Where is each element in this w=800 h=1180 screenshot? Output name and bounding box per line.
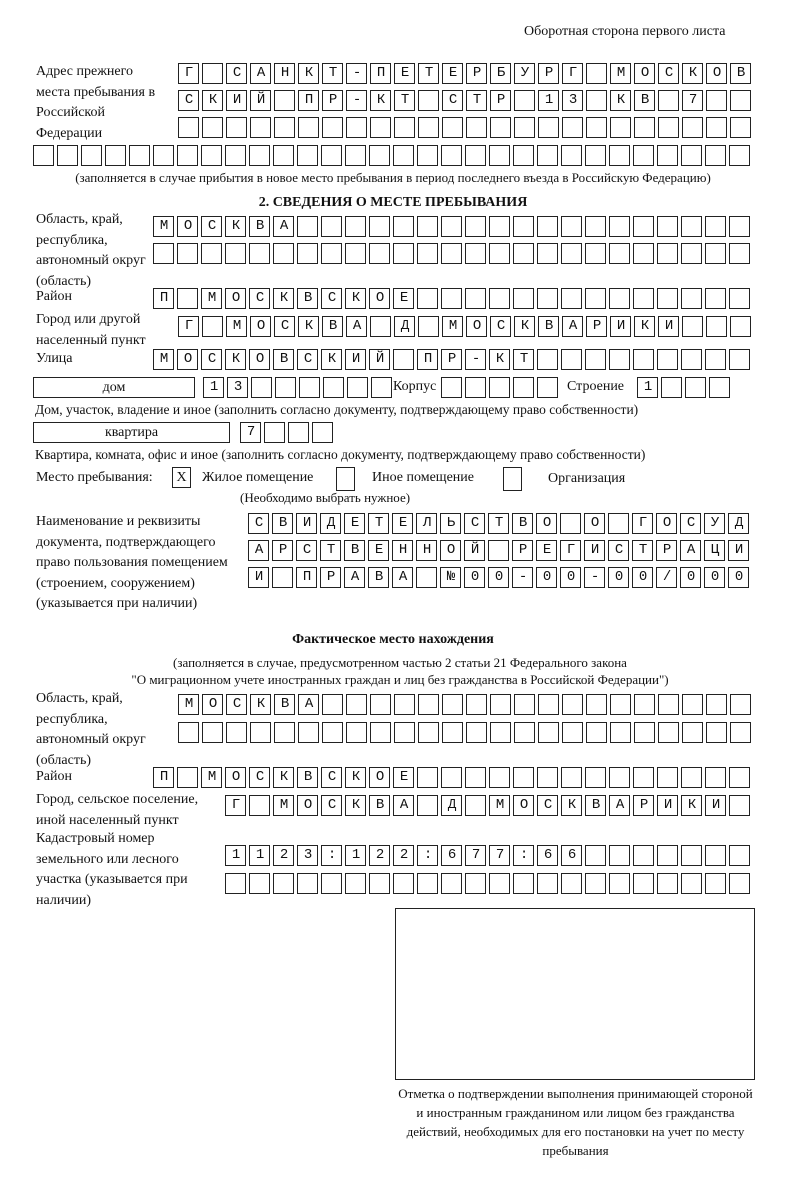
- region-label: Область, край, республика, автономный округ (область): [36, 212, 146, 289]
- building-label: Корпус: [393, 379, 437, 394]
- row-value: 1: [643, 379, 740, 395]
- street-label: Улица: [36, 351, 73, 366]
- section2-title: 2. СВЕДЕНИЯ О МЕСТЕ ПРЕБЫВАНИЯ: [258, 195, 528, 210]
- actual-region-label: Область, край, республика, автономный округ (область): [36, 691, 146, 768]
- actual-title: Фактическое место нахождения: [292, 632, 494, 647]
- row-value: 1123:122:677:66: [231, 847, 760, 863]
- house-note: Дом, участок, владение и иное (заполнить согласно документу, подтверждающему право собственности): [35, 402, 639, 417]
- house-type-field[interactable]: дом: [33, 377, 195, 398]
- row-value: [40, 146, 760, 165]
- row-value: Г МОСКВА Д МОСКВАРИКИ: [231, 797, 760, 813]
- actual-note-2: "О миграционном учете иностранных граждан и лиц без гражданства в Российской Федерации"): [131, 672, 669, 687]
- option-organization-label: Организация: [548, 471, 626, 486]
- row-value: [185, 723, 761, 742]
- option-other-label: Иное помещение: [372, 470, 474, 485]
- apt-note: Квартира, комната, офис и иное (заполнить согласно документу, подтверждающему право собственности): [35, 447, 646, 462]
- stamp-caption: Отметка о подтверждении выполнения принимающей стороной и иностранным гражданином или лицом без гражданства действий, необходимых для его постановки на учет по месту пребывания: [398, 1086, 753, 1158]
- document-label: Наименование и реквизиты документа, подтверждающего право пользования помещением (строением, сооружением) (указывается при наличии): [36, 514, 228, 611]
- prev-address-note: (заполняется в случае прибытия в новое место пребывания в период последнего въезда в Российскую Федерацию): [75, 170, 711, 185]
- row-value: [232, 874, 760, 893]
- option-residential-checkbox[interactable]: Х: [172, 467, 191, 488]
- row-value: 7: [246, 424, 343, 440]
- actual-note-1: (заполняется в случае, предусмотренном частью 2 статьи 21 Федерального закона: [173, 655, 627, 670]
- district-label: Район: [36, 289, 72, 304]
- row-value: Г МОСКВА Д МОСКВАРИКИ: [184, 318, 761, 334]
- row-value: СКИЙ ПР-КТ СТР 13 КВ 7: [184, 92, 761, 108]
- cadastral-label: Кадастровый номер земельного или лесного участка (указывается при наличии): [36, 831, 188, 908]
- actual-city-label: Город, сельское поселение, иной населенный пункт: [36, 792, 199, 828]
- row-value: МОСКВА: [184, 696, 761, 712]
- row-value: Г САНКТ-ПЕТЕРБУРГ МОСКОВ: [184, 65, 761, 81]
- option-organization-checkbox[interactable]: [503, 467, 522, 491]
- option-residential-label: Жилое помещение: [202, 470, 314, 485]
- row-value: МОСКВА: [159, 218, 760, 234]
- row-value: И ПРАВА №00-00-00/000: [254, 569, 759, 585]
- row-value: П МОСКВСКОЕ: [159, 290, 760, 306]
- row-value: [160, 244, 760, 263]
- row-value: [185, 118, 761, 137]
- apt-type-field[interactable]: квартира: [33, 422, 230, 443]
- row-value: [448, 378, 568, 397]
- city-label: Город или другой населенный пункт: [36, 312, 146, 348]
- structure-label: Строение: [567, 379, 625, 394]
- page-header: Оборотная сторона первого листа: [524, 24, 726, 39]
- row-value: АРСТВЕННОЙ РЕГИСТРАЦИ: [254, 542, 759, 558]
- row-value: П МОСКВСКОЕ: [159, 769, 760, 785]
- row-value: 13: [209, 379, 402, 395]
- stay-label: Место пребывания:: [36, 470, 153, 485]
- stamp-box: [395, 908, 755, 1080]
- prev-address-label: Адрес прежнего места пребывания в Российской Федерации: [36, 64, 156, 141]
- row-value: МОСКОВСКИЙ ПР-КТ: [159, 351, 760, 367]
- row-value: СВИДЕТЕЛЬСТВО О ГОСУД: [254, 515, 759, 531]
- actual-district-label: Район: [36, 769, 72, 784]
- choose-note: (Необходимо выбрать нужное): [240, 490, 411, 505]
